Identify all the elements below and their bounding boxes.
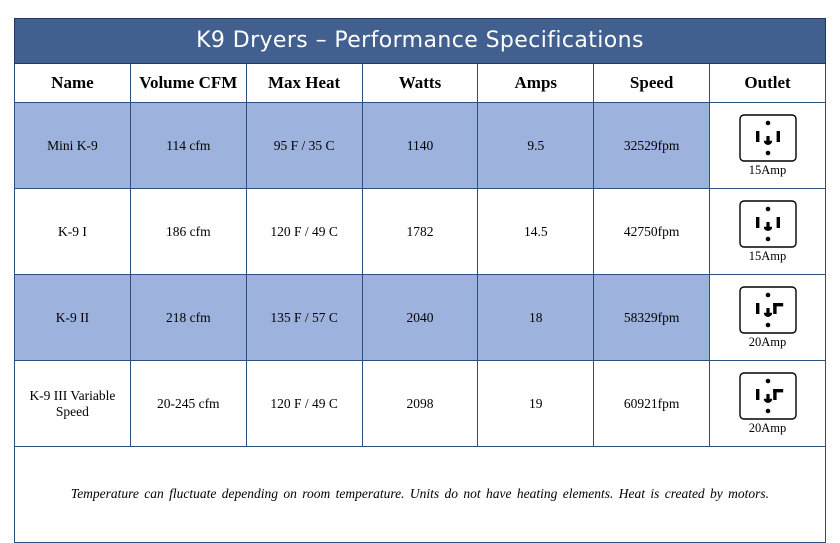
outlet-amp-label: 20Amp — [748, 421, 787, 435]
cell-amps: 19 — [478, 361, 594, 447]
footnote-cell — [15, 447, 826, 543]
cell-volume-cfm: 186 cfm — [130, 189, 246, 275]
table-row — [15, 103, 826, 189]
outlet-amp-label: 15Amp — [748, 163, 787, 177]
table-row — [15, 189, 826, 275]
cell-max-heat: 95 F / 35 C — [246, 103, 362, 189]
column-header-name: Name — [15, 64, 131, 103]
column-header-max-heat: Max Heat — [246, 64, 362, 103]
cell-outlet — [710, 189, 826, 275]
cell-volume-cfm: 20-245 cfm — [130, 361, 246, 447]
page-title: K9 Dryers – Performance Specifications — [15, 19, 826, 64]
footnote-text: Temperature can fluctuate depending on room temperature. Units do not have heating elements. Heat is created by motors. — [70, 486, 770, 501]
column-header-volume-cfm: Volume CFM — [130, 64, 246, 103]
cell-name: K-9 II — [15, 275, 131, 361]
outlet-graphic-wrap — [710, 286, 825, 350]
column-header-watts: Watts — [362, 64, 478, 103]
column-header-outlet: Outlet — [710, 64, 826, 103]
outlet-graphic-wrap — [710, 200, 825, 264]
cell-max-heat: 120 F / 49 C — [246, 189, 362, 275]
cell-amps: 14.5 — [478, 189, 594, 275]
cell-speed: 60921fpm — [594, 361, 710, 447]
cell-amps: 9.5 — [478, 103, 594, 189]
cell-outlet — [710, 361, 826, 447]
footnote-row — [15, 447, 826, 543]
cell-speed: 42750fpm — [594, 189, 710, 275]
k9-dryers-spec-table — [14, 18, 826, 543]
cell-speed: 32529fpm — [594, 103, 710, 189]
cell-outlet — [710, 275, 826, 361]
column-header-amps: Amps — [478, 64, 594, 103]
cell-max-heat: 135 F / 57 C — [246, 275, 362, 361]
cell-watts: 1782 — [362, 189, 478, 275]
nema-5-15r-outlet-icon — [739, 114, 797, 162]
column-header-speed: Speed — [594, 64, 710, 103]
column-header-row — [15, 64, 826, 103]
cell-volume-cfm: 218 cfm — [130, 275, 246, 361]
nema-5-20r-outlet-icon — [739, 372, 797, 420]
cell-speed: 58329fpm — [594, 275, 710, 361]
cell-name: Mini K-9 — [15, 103, 131, 189]
outlet-graphic-wrap — [710, 114, 825, 178]
table-row — [15, 275, 826, 361]
outlet-amp-label: 20Amp — [748, 335, 787, 349]
nema-5-20r-outlet-icon — [739, 286, 797, 334]
table-header-group — [15, 19, 826, 64]
cell-amps: 18 — [478, 275, 594, 361]
title-row — [15, 19, 826, 64]
table-body — [15, 103, 826, 543]
column-header-row-group — [15, 64, 826, 103]
cell-watts: 2040 — [362, 275, 478, 361]
outlet-graphic-wrap — [710, 372, 825, 436]
cell-volume-cfm: 114 cfm — [130, 103, 246, 189]
cell-name: K-9 III Variable Speed — [15, 361, 131, 447]
cell-name: K-9 I — [15, 189, 131, 275]
cell-watts: 2098 — [362, 361, 478, 447]
nema-5-15r-outlet-icon — [739, 200, 797, 248]
outlet-amp-label: 15Amp — [748, 249, 787, 263]
cell-outlet — [710, 103, 826, 189]
cell-max-heat: 120 F / 49 C — [246, 361, 362, 447]
table-row — [15, 361, 826, 447]
cell-watts: 1140 — [362, 103, 478, 189]
